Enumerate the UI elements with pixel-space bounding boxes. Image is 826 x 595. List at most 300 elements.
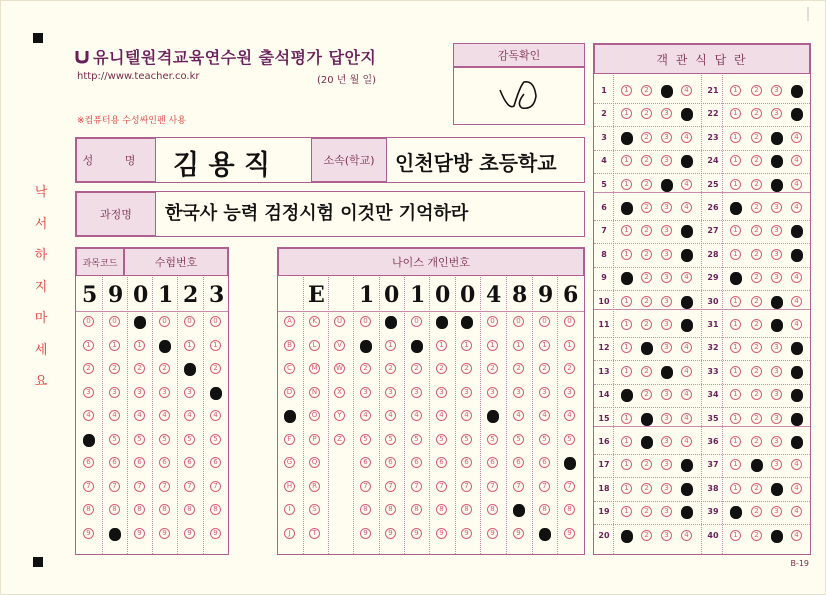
answer-bubble[interactable] xyxy=(621,530,633,543)
answer-bubble[interactable]: 3 xyxy=(771,459,782,470)
exam-bubble[interactable] xyxy=(109,528,121,541)
neis-digit-bubble[interactable]: 2 xyxy=(385,363,396,374)
answer-bubble[interactable]: 2 xyxy=(751,530,762,541)
answer-bubble[interactable]: 3 xyxy=(771,108,782,119)
exam-bubble[interactable]: 0 xyxy=(83,316,94,327)
answer-bubble[interactable] xyxy=(641,342,653,355)
answer-bubble[interactable] xyxy=(681,296,693,309)
neis-digit-bubble[interactable]: 3 xyxy=(513,387,524,398)
exam-bubble[interactable]: 1 xyxy=(184,340,195,351)
answer-bubble[interactable]: 2 xyxy=(641,108,652,119)
neis-digit-bubble[interactable]: 7 xyxy=(436,481,447,492)
neis-digit-bubble[interactable]: 1 xyxy=(564,340,575,351)
exam-bubble[interactable]: 4 xyxy=(134,410,145,421)
exam-bubble[interactable] xyxy=(134,316,146,329)
answer-bubble[interactable]: 3 xyxy=(661,459,672,470)
neis-letter-bubble[interactable]: I xyxy=(284,504,295,515)
answer-bubble[interactable] xyxy=(771,155,783,168)
exam-bubble[interactable]: 5 xyxy=(184,434,195,445)
exam-bubble[interactable]: 1 xyxy=(109,340,120,351)
exam-bubble[interactable]: 5 xyxy=(109,434,120,445)
neis-digit-bubble[interactable]: 4 xyxy=(513,410,524,421)
answer-bubble[interactable]: 2 xyxy=(751,296,762,307)
neis-digit-bubble[interactable]: 0 xyxy=(539,316,550,327)
neis-letter-bubble[interactable]: Y xyxy=(334,410,345,421)
answer-bubble[interactable] xyxy=(771,319,783,332)
course-value[interactable]: 한국사 능력 검정시험 이것만 기억하라 xyxy=(165,203,469,224)
neis-letter-bubble[interactable]: L xyxy=(309,340,320,351)
answer-bubble[interactable]: 1 xyxy=(621,225,632,236)
neis-digit-bubble[interactable]: 5 xyxy=(385,434,396,445)
answer-bubble[interactable] xyxy=(681,155,693,168)
answer-bubble[interactable]: 4 xyxy=(791,272,802,283)
answer-bubble[interactable]: 2 xyxy=(751,483,762,494)
neis-digit-bubble[interactable]: 9 xyxy=(564,528,575,539)
neis-digit-bubble[interactable]: 8 xyxy=(360,504,371,515)
neis-digit-bubble[interactable] xyxy=(564,457,576,470)
answer-bubble[interactable] xyxy=(791,413,803,426)
answer-bubble[interactable]: 3 xyxy=(771,272,782,283)
exam-bubble[interactable]: 0 xyxy=(210,316,221,327)
answer-bubble[interactable]: 4 xyxy=(681,342,692,353)
answer-bubble[interactable] xyxy=(681,483,693,496)
answer-bubble[interactable]: 2 xyxy=(641,389,652,400)
exam-bubble[interactable] xyxy=(210,387,222,400)
affiliation-value[interactable]: 인천담방 초등학교 xyxy=(395,151,557,175)
neis-digit-bubble[interactable]: 7 xyxy=(411,481,422,492)
neis-digit-bubble[interactable]: 4 xyxy=(461,410,472,421)
exam-bubble[interactable]: 5 xyxy=(210,434,221,445)
exam-bubble[interactable]: 7 xyxy=(184,481,195,492)
neis-digit-bubble[interactable]: 1 xyxy=(385,340,396,351)
neis-digit-bubble[interactable] xyxy=(360,340,372,353)
neis-digit-bubble[interactable]: 7 xyxy=(564,481,575,492)
answer-bubble[interactable]: 2 xyxy=(641,459,652,470)
answer-bubble[interactable]: 1 xyxy=(730,179,741,190)
answer-bubble[interactable]: 1 xyxy=(621,108,632,119)
answer-bubble[interactable]: 4 xyxy=(791,132,802,143)
exam-bubble[interactable]: 0 xyxy=(109,316,120,327)
exam-bubble[interactable]: 8 xyxy=(83,504,94,515)
answer-bubble[interactable]: 2 xyxy=(751,319,762,330)
neis-digit-bubble[interactable]: 5 xyxy=(539,434,550,445)
neis-digit-bubble[interactable]: 5 xyxy=(487,434,498,445)
neis-letter-bubble[interactable]: B xyxy=(284,340,295,351)
answer-bubble[interactable]: 3 xyxy=(661,296,672,307)
neis-digit-bubble[interactable]: 2 xyxy=(411,363,422,374)
answer-bubble[interactable] xyxy=(681,249,693,262)
answer-bubble[interactable]: 4 xyxy=(681,413,692,424)
answer-bubble[interactable]: 1 xyxy=(621,296,632,307)
neis-digit-bubble[interactable]: 8 xyxy=(436,504,447,515)
answer-bubble[interactable]: 3 xyxy=(771,249,782,260)
answer-bubble[interactable] xyxy=(771,296,783,309)
answer-bubble[interactable]: 4 xyxy=(791,155,802,166)
answer-bubble[interactable]: 3 xyxy=(661,342,672,353)
answer-bubble[interactable]: 3 xyxy=(771,506,782,517)
answer-bubble[interactable]: 2 xyxy=(641,202,652,213)
answer-bubble[interactable]: 1 xyxy=(730,108,741,119)
answer-bubble[interactable] xyxy=(751,459,763,472)
answer-bubble[interactable] xyxy=(771,483,783,496)
neis-digit-bubble[interactable]: 9 xyxy=(513,528,524,539)
exam-bubble[interactable]: 2 xyxy=(134,363,145,374)
answer-bubble[interactable] xyxy=(641,413,653,426)
answer-bubble[interactable]: 2 xyxy=(641,179,652,190)
answer-bubble[interactable]: 1 xyxy=(730,132,741,143)
neis-letter-bubble[interactable]: K xyxy=(309,316,320,327)
answer-bubble[interactable]: 3 xyxy=(661,132,672,143)
neis-letter-bubble[interactable]: H xyxy=(284,481,295,492)
answer-bubble[interactable]: 2 xyxy=(641,506,652,517)
answer-bubble[interactable]: 1 xyxy=(621,85,632,96)
answer-bubble[interactable]: 2 xyxy=(751,506,762,517)
neis-digit-bubble[interactable]: 5 xyxy=(436,434,447,445)
neis-letter-bubble[interactable]: V xyxy=(334,340,345,351)
answer-bubble[interactable]: 4 xyxy=(681,272,692,283)
answer-bubble[interactable]: 4 xyxy=(681,179,692,190)
neis-digit-bubble[interactable]: 6 xyxy=(411,457,422,468)
answer-bubble[interactable] xyxy=(791,366,803,379)
answer-bubble[interactable]: 4 xyxy=(681,436,692,447)
answer-bubble[interactable] xyxy=(681,319,693,332)
neis-digit-bubble[interactable]: 7 xyxy=(461,481,472,492)
neis-digit-bubble[interactable]: 0 xyxy=(360,316,371,327)
answer-bubble[interactable] xyxy=(661,366,673,379)
answer-bubble[interactable] xyxy=(661,85,673,98)
neis-digit-bubble[interactable]: 5 xyxy=(461,434,472,445)
name-value[interactable]: 김 용 직 xyxy=(173,150,271,181)
neis-digit-bubble[interactable]: 8 xyxy=(539,504,550,515)
neis-digit-bubble[interactable]: 9 xyxy=(436,528,447,539)
answer-bubble[interactable]: 2 xyxy=(641,132,652,143)
answer-bubble[interactable]: 3 xyxy=(771,225,782,236)
answer-bubble[interactable]: 3 xyxy=(661,530,672,541)
exam-bubble[interactable]: 6 xyxy=(134,457,145,468)
neis-letter-bubble[interactable]: D xyxy=(284,387,295,398)
answer-bubble[interactable] xyxy=(791,249,803,262)
neis-digit-bubble[interactable]: 2 xyxy=(436,363,447,374)
exam-bubble[interactable]: 4 xyxy=(159,410,170,421)
answer-bubble[interactable]: 2 xyxy=(751,202,762,213)
answer-bubble[interactable]: 1 xyxy=(621,179,632,190)
exam-bubble[interactable]: 2 xyxy=(109,363,120,374)
exam-bubble[interactable]: 1 xyxy=(83,340,94,351)
exam-bubble[interactable]: 2 xyxy=(210,363,221,374)
answer-bubble[interactable]: 1 xyxy=(730,530,741,541)
neis-digit-bubble[interactable]: 6 xyxy=(487,457,498,468)
exam-bubble[interactable]: 7 xyxy=(134,481,145,492)
neis-digit-bubble[interactable] xyxy=(385,316,397,329)
answer-bubble[interactable]: 4 xyxy=(681,366,692,377)
answer-bubble[interactable] xyxy=(641,436,653,449)
answer-bubble[interactable]: 1 xyxy=(730,296,741,307)
exam-bubble[interactable]: 4 xyxy=(184,410,195,421)
answer-bubble[interactable]: 1 xyxy=(730,155,741,166)
exam-bubble[interactable]: 6 xyxy=(159,457,170,468)
answer-bubble[interactable]: 1 xyxy=(730,459,741,470)
answer-bubble[interactable]: 2 xyxy=(751,413,762,424)
neis-digit-bubble[interactable] xyxy=(487,410,499,423)
answer-bubble[interactable]: 1 xyxy=(730,225,741,236)
supervisor-signature-box[interactable] xyxy=(453,67,585,125)
answer-bubble[interactable] xyxy=(771,530,783,543)
answer-bubble[interactable]: 2 xyxy=(751,225,762,236)
neis-digit-bubble[interactable]: 8 xyxy=(564,504,575,515)
answer-bubble[interactable]: 3 xyxy=(661,155,672,166)
answer-bubble[interactable]: 2 xyxy=(641,225,652,236)
neis-letter-bubble[interactable]: R xyxy=(309,481,320,492)
neis-digit-bubble[interactable]: 3 xyxy=(411,387,422,398)
exam-bubble[interactable]: 7 xyxy=(210,481,221,492)
answer-bubble[interactable]: 3 xyxy=(771,436,782,447)
answer-bubble[interactable]: 3 xyxy=(771,413,782,424)
exam-bubble[interactable]: 8 xyxy=(210,504,221,515)
exam-bubble[interactable]: 8 xyxy=(109,504,120,515)
exam-bubble[interactable]: 8 xyxy=(159,504,170,515)
answer-bubble[interactable]: 2 xyxy=(641,85,652,96)
exam-bubble[interactable]: 3 xyxy=(109,387,120,398)
exam-bubble[interactable]: 1 xyxy=(210,340,221,351)
answer-bubble[interactable]: 3 xyxy=(661,483,672,494)
neis-digit-bubble[interactable]: 4 xyxy=(411,410,422,421)
exam-bubble[interactable] xyxy=(83,434,95,447)
answer-bubble[interactable]: 4 xyxy=(681,389,692,400)
answer-bubble[interactable] xyxy=(791,85,803,98)
neis-digit-bubble[interactable]: 7 xyxy=(360,481,371,492)
answer-bubble[interactable]: 1 xyxy=(621,436,632,447)
neis-letter-bubble[interactable]: T xyxy=(309,528,320,539)
answer-bubble[interactable]: 1 xyxy=(621,342,632,353)
answer-bubble[interactable]: 4 xyxy=(681,202,692,213)
neis-digit-bubble[interactable]: 3 xyxy=(461,387,472,398)
exam-bubble[interactable]: 0 xyxy=(159,316,170,327)
answer-bubble[interactable] xyxy=(791,436,803,449)
exam-bubble[interactable]: 4 xyxy=(210,410,221,421)
answer-bubble[interactable] xyxy=(791,108,803,121)
neis-digit-bubble[interactable]: 3 xyxy=(487,387,498,398)
neis-digit-bubble[interactable]: 6 xyxy=(436,457,447,468)
exam-bubble[interactable]: 9 xyxy=(159,528,170,539)
answer-bubble[interactable]: 3 xyxy=(771,342,782,353)
answer-bubble[interactable]: 2 xyxy=(751,366,762,377)
exam-bubble[interactable]: 6 xyxy=(109,457,120,468)
neis-digit-bubble[interactable]: 0 xyxy=(411,316,422,327)
neis-digit-bubble[interactable] xyxy=(461,316,473,329)
answer-bubble[interactable]: 2 xyxy=(641,155,652,166)
neis-digit-bubble[interactable]: 2 xyxy=(513,363,524,374)
answer-bubble[interactable] xyxy=(791,342,803,355)
neis-digit-bubble[interactable]: 6 xyxy=(513,457,524,468)
answer-bubble[interactable]: 1 xyxy=(730,436,741,447)
neis-digit-bubble[interactable]: 1 xyxy=(487,340,498,351)
neis-digit-bubble[interactable]: 3 xyxy=(360,387,371,398)
exam-bubble[interactable]: 8 xyxy=(184,504,195,515)
exam-bubble[interactable]: 6 xyxy=(210,457,221,468)
answer-bubble[interactable]: 3 xyxy=(771,389,782,400)
neis-digit-bubble[interactable]: 7 xyxy=(385,481,396,492)
exam-bubble[interactable]: 7 xyxy=(159,481,170,492)
neis-letter-bubble[interactable]: J xyxy=(284,528,295,539)
exam-bubble[interactable]: 7 xyxy=(109,481,120,492)
answer-bubble[interactable]: 2 xyxy=(751,272,762,283)
answer-bubble[interactable]: 1 xyxy=(730,319,741,330)
exam-bubble[interactable]: 9 xyxy=(184,528,195,539)
neis-digit-bubble[interactable]: 6 xyxy=(385,457,396,468)
answer-bubble[interactable]: 3 xyxy=(661,506,672,517)
neis-digit-bubble[interactable] xyxy=(436,316,448,329)
neis-digit-bubble[interactable]: 3 xyxy=(385,387,396,398)
neis-letter-bubble[interactable]: N xyxy=(309,387,320,398)
answer-bubble[interactable]: 4 xyxy=(681,530,692,541)
neis-digit-bubble[interactable]: 2 xyxy=(360,363,371,374)
answer-bubble[interactable]: 1 xyxy=(621,249,632,260)
exam-bubble[interactable]: 3 xyxy=(184,387,195,398)
answer-bubble[interactable]: 1 xyxy=(621,319,632,330)
exam-bubble[interactable]: 3 xyxy=(159,387,170,398)
neis-digit-bubble[interactable]: 0 xyxy=(564,316,575,327)
answer-bubble[interactable] xyxy=(621,202,633,215)
neis-letter-bubble[interactable]: F xyxy=(284,434,295,445)
answer-bubble[interactable]: 2 xyxy=(641,296,652,307)
answer-bubble[interactable]: 4 xyxy=(791,459,802,470)
neis-digit-bubble[interactable]: 0 xyxy=(513,316,524,327)
answer-bubble[interactable]: 1 xyxy=(730,483,741,494)
answer-bubble[interactable]: 1 xyxy=(621,506,632,517)
neis-digit-bubble[interactable]: 4 xyxy=(385,410,396,421)
neis-letter-bubble[interactable]: A xyxy=(284,316,295,327)
neis-letter-bubble[interactable]: M xyxy=(309,363,320,374)
answer-bubble[interactable] xyxy=(621,389,633,402)
answer-bubble[interactable]: 3 xyxy=(661,202,672,213)
neis-digit-bubble[interactable]: 5 xyxy=(411,434,422,445)
answer-bubble[interactable] xyxy=(621,132,633,145)
answer-bubble[interactable]: 2 xyxy=(751,179,762,190)
neis-letter-bubble[interactable]: C xyxy=(284,363,295,374)
neis-letter-bubble[interactable]: Z xyxy=(334,434,345,445)
neis-letter-bubble[interactable]: G xyxy=(284,457,295,468)
exam-bubble[interactable]: 3 xyxy=(83,387,94,398)
answer-bubble[interactable] xyxy=(791,225,803,238)
exam-bubble[interactable]: 9 xyxy=(83,528,94,539)
neis-letter-bubble[interactable]: O xyxy=(309,410,320,421)
neis-digit-bubble[interactable]: 1 xyxy=(436,340,447,351)
exam-bubble[interactable]: 3 xyxy=(134,387,145,398)
neis-letter-bubble[interactable]: U xyxy=(334,316,345,327)
answer-bubble[interactable]: 1 xyxy=(621,413,632,424)
answer-bubble[interactable]: 2 xyxy=(751,436,762,447)
answer-bubble[interactable]: 2 xyxy=(641,366,652,377)
exam-bubble[interactable]: 5 xyxy=(134,434,145,445)
neis-digit-bubble[interactable]: 3 xyxy=(564,387,575,398)
exam-bubble[interactable]: 7 xyxy=(83,481,94,492)
answer-bubble[interactable] xyxy=(771,179,783,192)
exam-bubble[interactable]: 5 xyxy=(159,434,170,445)
answer-bubble[interactable]: 3 xyxy=(661,272,672,283)
answer-bubble[interactable]: 1 xyxy=(730,342,741,353)
answer-bubble[interactable]: 4 xyxy=(791,179,802,190)
neis-digit-bubble[interactable]: 2 xyxy=(564,363,575,374)
exam-bubble[interactable]: 6 xyxy=(83,457,94,468)
answer-bubble[interactable]: 4 xyxy=(791,506,802,517)
answer-bubble[interactable] xyxy=(661,179,673,192)
neis-digit-bubble[interactable]: 7 xyxy=(487,481,498,492)
neis-digit-bubble[interactable]: 6 xyxy=(539,457,550,468)
neis-digit-bubble[interactable]: 9 xyxy=(411,528,422,539)
answer-bubble[interactable] xyxy=(681,225,693,238)
neis-digit-bubble[interactable]: 0 xyxy=(487,316,498,327)
neis-digit-bubble[interactable]: 4 xyxy=(436,410,447,421)
answer-bubble[interactable]: 3 xyxy=(661,319,672,330)
neis-digit-bubble[interactable]: 9 xyxy=(360,528,371,539)
neis-digit-bubble[interactable] xyxy=(539,528,551,541)
answer-bubble[interactable]: 4 xyxy=(681,85,692,96)
answer-bubble[interactable]: 3 xyxy=(771,366,782,377)
answer-bubble[interactable]: 2 xyxy=(641,272,652,283)
answer-bubble[interactable]: 3 xyxy=(771,202,782,213)
neis-digit-bubble[interactable]: 6 xyxy=(360,457,371,468)
neis-digit-bubble[interactable]: 7 xyxy=(513,481,524,492)
answer-bubble[interactable]: 4 xyxy=(791,202,802,213)
answer-bubble[interactable] xyxy=(621,272,633,285)
answer-bubble[interactable]: 3 xyxy=(661,108,672,119)
answer-bubble[interactable]: 2 xyxy=(641,530,652,541)
answer-bubble[interactable]: 2 xyxy=(751,342,762,353)
neis-letter-bubble[interactable] xyxy=(284,410,296,423)
neis-digit-bubble[interactable] xyxy=(411,340,423,353)
neis-digit-bubble[interactable]: 8 xyxy=(487,504,498,515)
neis-digit-bubble[interactable]: 9 xyxy=(487,528,498,539)
neis-digit-bubble[interactable]: 4 xyxy=(564,410,575,421)
neis-digit-bubble[interactable]: 2 xyxy=(461,363,472,374)
answer-bubble[interactable]: 1 xyxy=(730,366,741,377)
answer-bubble[interactable]: 1 xyxy=(621,459,632,470)
neis-digit-bubble[interactable]: 3 xyxy=(436,387,447,398)
answer-bubble[interactable]: 1 xyxy=(730,413,741,424)
neis-digit-bubble[interactable]: 8 xyxy=(411,504,422,515)
answer-bubble[interactable]: 2 xyxy=(751,132,762,143)
neis-letter-bubble[interactable]: S xyxy=(309,504,320,515)
exam-bubble[interactable]: 9 xyxy=(210,528,221,539)
answer-bubble[interactable]: 4 xyxy=(791,530,802,541)
exam-bubble[interactable]: 1 xyxy=(134,340,145,351)
answer-bubble[interactable] xyxy=(730,506,742,519)
exam-bubble[interactable] xyxy=(159,340,171,353)
answer-bubble[interactable]: 3 xyxy=(661,413,672,424)
neis-letter-bubble[interactable]: X xyxy=(334,387,345,398)
answer-bubble[interactable] xyxy=(730,272,742,285)
exam-bubble[interactable]: 2 xyxy=(159,363,170,374)
answer-bubble[interactable]: 3 xyxy=(661,389,672,400)
exam-bubble[interactable]: 8 xyxy=(134,504,145,515)
answer-bubble[interactable]: 2 xyxy=(751,249,762,260)
neis-digit-bubble[interactable]: 5 xyxy=(513,434,524,445)
answer-bubble[interactable]: 3 xyxy=(661,225,672,236)
neis-digit-bubble[interactable]: 4 xyxy=(539,410,550,421)
answer-bubble[interactable]: 4 xyxy=(791,483,802,494)
neis-digit-bubble[interactable]: 2 xyxy=(487,363,498,374)
answer-bubble[interactable]: 1 xyxy=(621,155,632,166)
answer-bubble[interactable]: 2 xyxy=(641,249,652,260)
exam-bubble[interactable]: 4 xyxy=(83,410,94,421)
neis-digit-bubble[interactable]: 5 xyxy=(564,434,575,445)
neis-digit-bubble[interactable]: 8 xyxy=(385,504,396,515)
neis-digit-bubble[interactable]: 3 xyxy=(539,387,550,398)
answer-bubble[interactable]: 3 xyxy=(661,249,672,260)
answer-bubble[interactable]: 2 xyxy=(751,85,762,96)
neis-digit-bubble[interactable]: 8 xyxy=(461,504,472,515)
answer-bubble[interactable]: 1 xyxy=(621,483,632,494)
